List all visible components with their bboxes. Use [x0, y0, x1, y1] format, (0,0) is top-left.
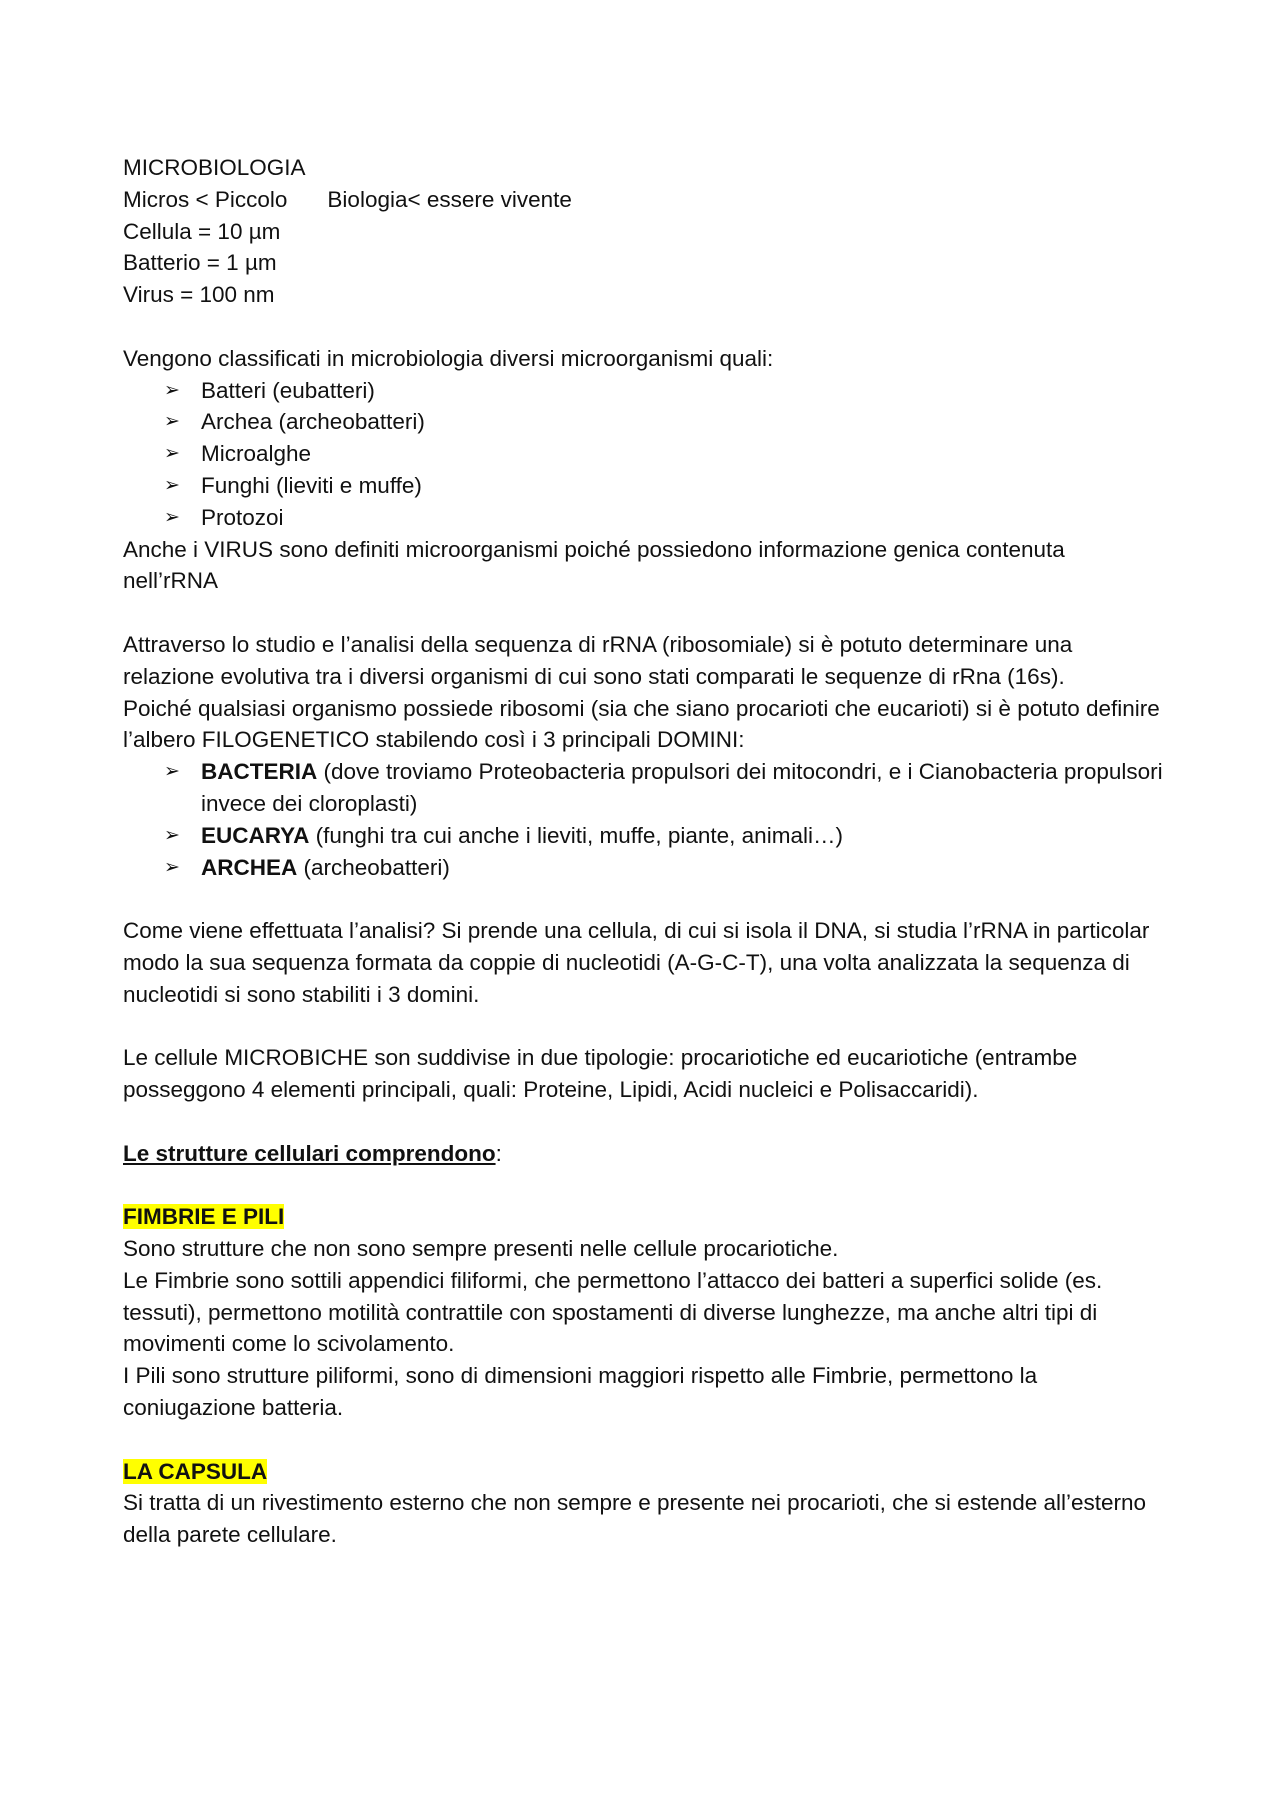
etymology-line [123, 184, 1163, 216]
domain-item-bacteria [164, 756, 1163, 820]
domain-list [123, 756, 1163, 883]
capsula-text: Si tratta di un rivestimento esterno che non sempre e presente nei procarioti, che si estende all’esterno della parete cellulare. [123, 1490, 1147, 1548]
microbial-cells-paragraph: Le cellule MICROBICHE son suddivise in due tipologie: procariotiche ed eucariotiche (entrambe posseggono 4 elementi principali, quali: Proteine, Lipidi, Acidi nucleici e Polisaccaridi). [123, 1045, 1078, 1103]
arrow-bullet-icon: ➢ [164, 761, 180, 783]
phylogeny-paragraph-1: Attraverso lo studio e l’analisi della sequenza di rRNA (ribosomiale) si è potuto determinare una relazione evolutiva tra i diversi organismi di cui sono stati comparati le sequenze di rRna (16s). [123, 631, 1073, 689]
arrow-bullet-icon: ➢ [164, 506, 180, 528]
spacer [123, 883, 1163, 915]
document-title: MICROBIOLOGIA [123, 155, 306, 180]
spacer [123, 1170, 1163, 1202]
microorganism-list [123, 375, 1163, 534]
virus-note: Anche i VIRUS sono definiti microorganismi poiché possiedono informazione genica contenuta nell’rRNA [123, 536, 1065, 594]
list-item: ➢ Microalghe [201, 438, 1163, 470]
etymology-micros: Micros < Piccolo [123, 186, 288, 212]
fimbrie-line-3: I Pili sono strutture piliformi, sono di dimensioni maggiori rispetto alle Fimbrie, permettono la coniugazione batteria. [123, 1363, 1038, 1421]
domain-name: ARCHEA [201, 854, 298, 880]
classification-intro: Vengono classificati in microbiologia diversi microorganismi quali: [123, 345, 774, 371]
size-batterio: Batterio = 1 µm [123, 250, 277, 276]
structures-heading: Le strutture cellulari comprendono: [123, 1140, 502, 1166]
spacer [123, 1011, 1163, 1043]
list-item: ➢ Protozoi [201, 502, 1163, 534]
domain-name: BACTERIA [201, 759, 318, 785]
arrow-bullet-icon: ➢ [164, 856, 180, 878]
analysis-paragraph: Come viene effettuata l’analisi? Si prende una cellula, di cui si isola il DNA, si studia l’rRNA in particolar modo la sua sequenza formata da coppie di nucleotidi (A-G-C-T), una volta analizzata la sequenza di nucleotidi si sono stabiliti i 3 domini. [123, 918, 1150, 1007]
list-item: ➢ Archea (archeobatteri) [201, 406, 1163, 438]
phylogeny-paragraph-2: Poiché qualsiasi organismo possiede ribosomi (sia che siano procarioti che eucarioti) si è potuto definire l’albero FILOGENETICO stabilendo così i 3 principali DOMINI: [123, 695, 1160, 753]
list-item: ➢ Batteri (eubatteri) [201, 375, 1163, 407]
spacer [123, 1106, 1163, 1138]
domain-desc: (archeobatteri) [297, 854, 450, 880]
arrow-bullet-icon: ➢ [164, 411, 180, 433]
document-body [123, 152, 1163, 1551]
list-item: ➢ Funghi (lieviti e muffe) [201, 470, 1163, 502]
highlighted-heading: LA CAPSULA [123, 1458, 268, 1484]
capsula-heading [123, 1456, 1163, 1488]
arrow-bullet-icon: ➢ [164, 474, 180, 496]
domain-desc: (funghi tra cui anche i lieviti, muffe, piante, animali…) [309, 822, 843, 848]
arrow-bullet-icon: ➢ [164, 443, 180, 465]
size-virus: Virus = 100 nm [123, 282, 275, 308]
arrow-bullet-icon: ➢ [164, 824, 180, 846]
fimbrie-line-2: Le Fimbrie sono sottili appendici filiformi, che permettono l’attacco dei batteri a superfici solide (es. tessuti), permettono motilità contrattile con spostamenti di diverse lunghezze, ma anche altri tipi di movimenti come lo scivolamento. [123, 1267, 1103, 1357]
etymology-biologia: Biologia< essere vivente [327, 186, 572, 212]
spacer [123, 1424, 1163, 1456]
domain-item-archea [164, 852, 1163, 884]
highlighted-heading: FIMBRIE E PILI [123, 1204, 285, 1230]
size-cellula: Cellula = 10 µm [123, 218, 281, 244]
spacer [123, 597, 1163, 629]
domain-desc: (dove troviamo Proteobacteria propulsori dei mitocondri, e i Cianobacteria propulsori invece dei cloroplasti) [201, 759, 1163, 816]
fimbrie-line-1: Sono strutture che non sono sempre presenti nelle cellule procariotiche. [123, 1236, 839, 1262]
domain-name: EUCARYA [201, 822, 310, 848]
spacer [123, 311, 1163, 343]
fimbrie-heading [123, 1201, 1163, 1233]
arrow-bullet-icon: ➢ [164, 379, 180, 401]
domain-item-eucarya [164, 820, 1163, 852]
